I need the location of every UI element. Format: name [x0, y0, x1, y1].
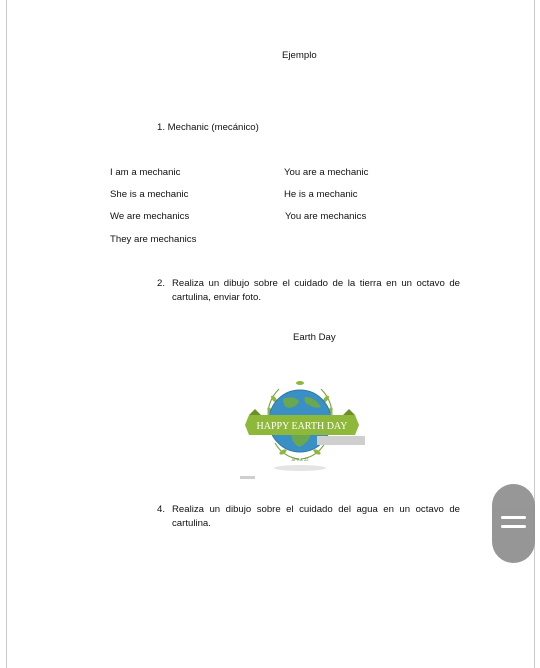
item-4-paragraph: [157, 503, 460, 531]
item-4-text: Realiza un dibujo sobre el cuidado del agua en un octavo de cartulina.: [172, 504, 460, 529]
scroll-handle-line-bottom: [501, 525, 526, 528]
item-2-text: Realiza un dibujo sobre el cuidado de la tierra en un octavo de cartulina, enviar foto.: [172, 278, 460, 303]
earth-day-small-text: APRIL 22: [291, 457, 309, 462]
earth-day-banner-text: HAPPY EARTH DAY: [256, 421, 348, 432]
item-2-paragraph: [157, 277, 460, 305]
conjugation-right-2: He is a mechanic: [284, 189, 358, 200]
earth-day-title: Earth Day: [293, 332, 336, 343]
conjugation-left-1: I am a mechanic: [110, 167, 181, 178]
conjugation-right-3: You are mechanics: [285, 211, 367, 222]
image-caption-bar: [240, 476, 255, 479]
item-2-number: 2.: [157, 278, 166, 289]
item-4-number: 4.: [157, 504, 166, 515]
conjugation-left-2: She is a mechanic: [110, 189, 189, 200]
conjugation-right-1: You are a mechanic: [284, 167, 369, 178]
scroll-handle-line-top: [501, 516, 526, 519]
item-1-mechanic: 1. Mechanic (mecánico): [157, 122, 259, 133]
conjugation-left-4: They are mechanics: [110, 234, 197, 245]
scroll-handle[interactable]: [492, 484, 535, 563]
conjugation-left-3: We are mechanics: [110, 211, 190, 222]
document-page: [6, 0, 535, 668]
earth-day-image: [239, 375, 365, 475]
heading-ejemplo: Ejemplo: [282, 50, 317, 61]
